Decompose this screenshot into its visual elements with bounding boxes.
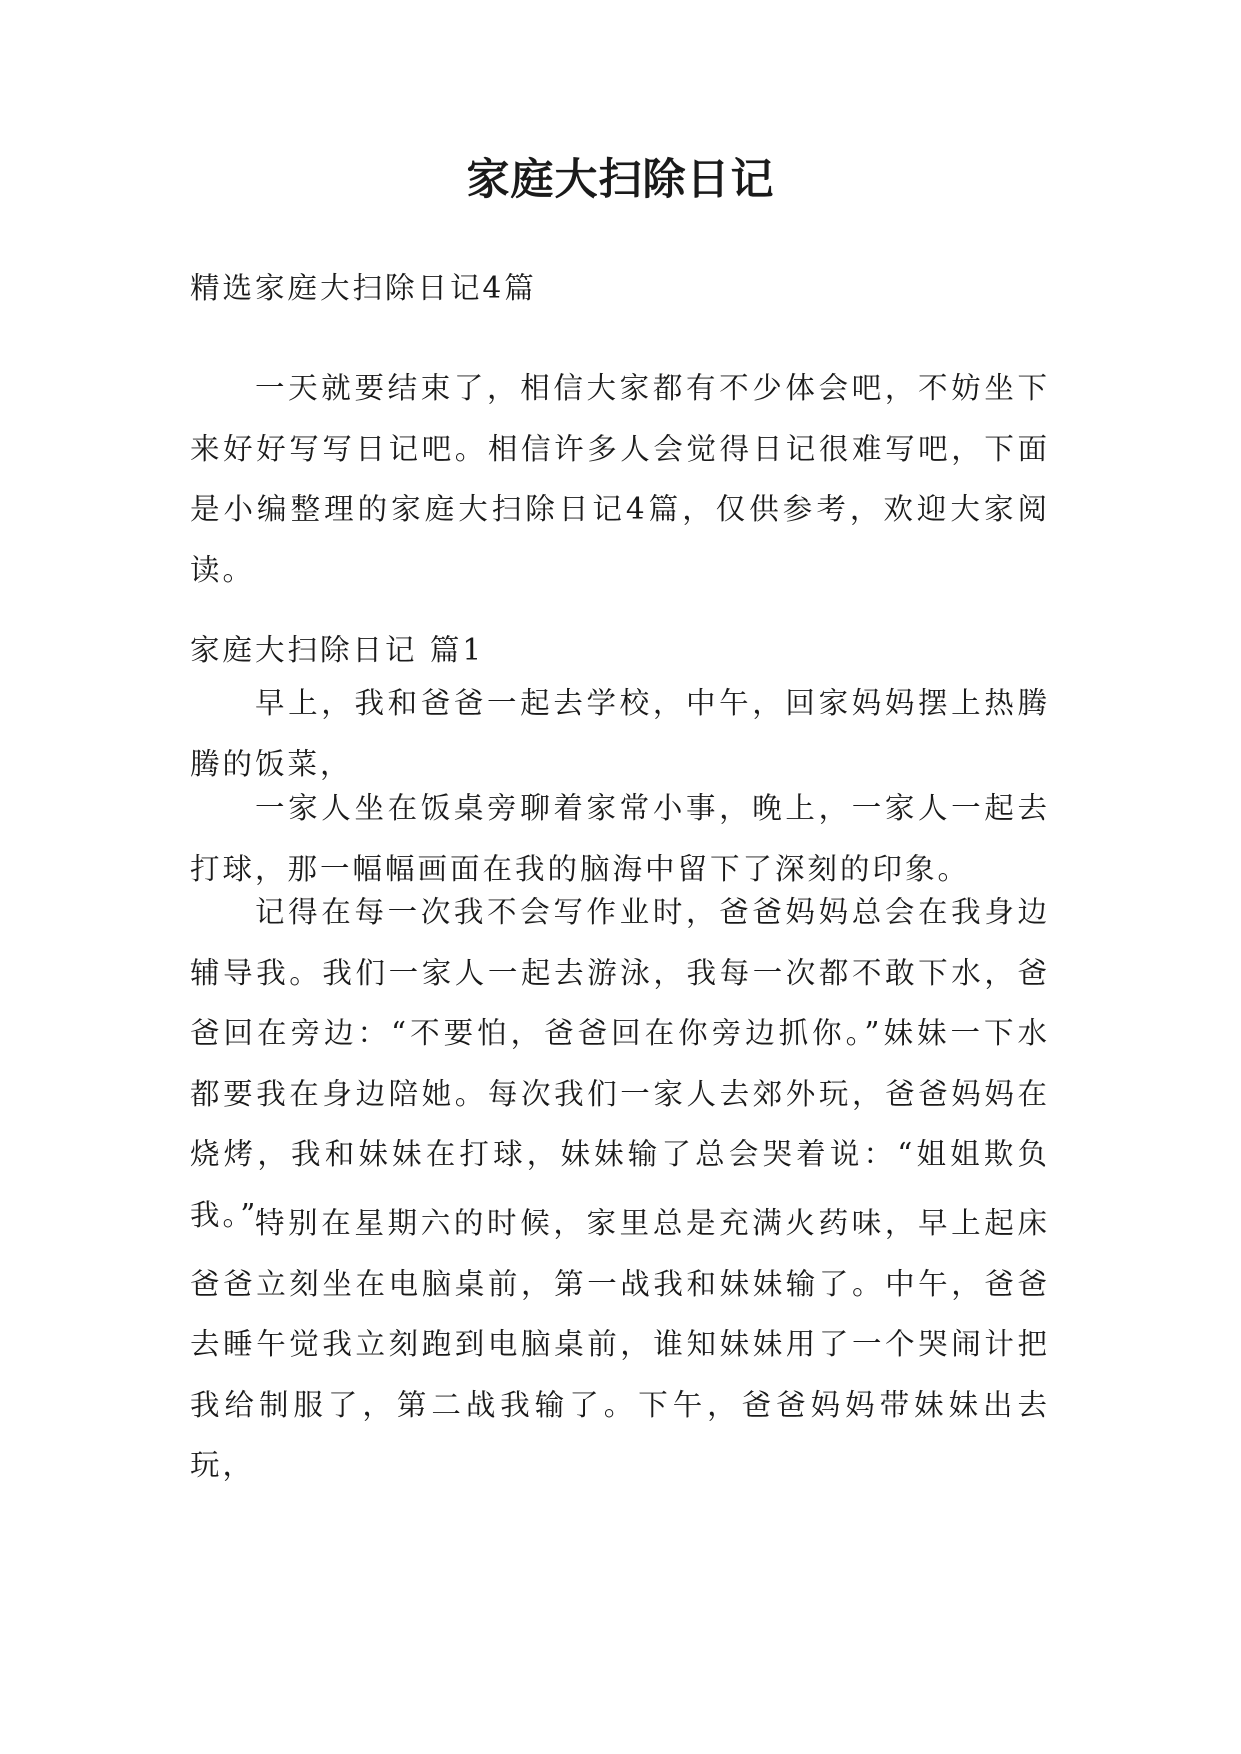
body-paragraph: 特别在星期六的时候，家里总是充满火药味，早上起床爸爸立刻坐在电脑桌前，第一战我和妹妹输了。中午，爸爸去睡午觉我立刻跑到电脑桌前，谁知妹妹用了一个哭闹计把我给制服了，第二战我输了。下午，爸爸妈妈带妹妹出去玩， bbox=[190, 1206, 1050, 1482]
document-subtitle: 精选家庭大扫除日记4篇 bbox=[190, 271, 537, 305]
body-paragraph: 记得在每一次我不会写作业时，爸爸妈妈总会在我身边辅导我。我们一家人一起去游泳，我每一次都不敢下水，爸爸回在旁边：“不要怕，爸爸回在你旁边抓你。”妹妹一下水都要我在身边陪她。每次我们一家人去郊外玩，爸爸妈妈在烧烤，我和妹妹在打球，妹妹输了总会哭着说：“姐姐欺负我。” bbox=[190, 895, 1050, 1232]
section-heading: 家庭大扫除日记 篇1 bbox=[190, 633, 485, 667]
body-paragraph: 一家人坐在饭桌旁聊着家常小事，晚上，一家人一起去打球，那一幅幅画面在我的脑海中留下了深刻的印象。 bbox=[190, 791, 1050, 886]
intro-paragraph: 一天就要结束了，相信大家都有不少体会吧，不妨坐下来好好写写日记吧。相信许多人会觉得日记很难写吧，下面是小编整理的家庭大扫除日记4篇，仅供参考，欢迎大家阅读。 bbox=[190, 371, 1050, 587]
document-title: 家庭大扫除日记 bbox=[466, 155, 775, 205]
body-paragraph: 早上，我和爸爸一起去学校，中午，回家妈妈摆上热腾腾的饭菜， bbox=[190, 686, 1050, 781]
